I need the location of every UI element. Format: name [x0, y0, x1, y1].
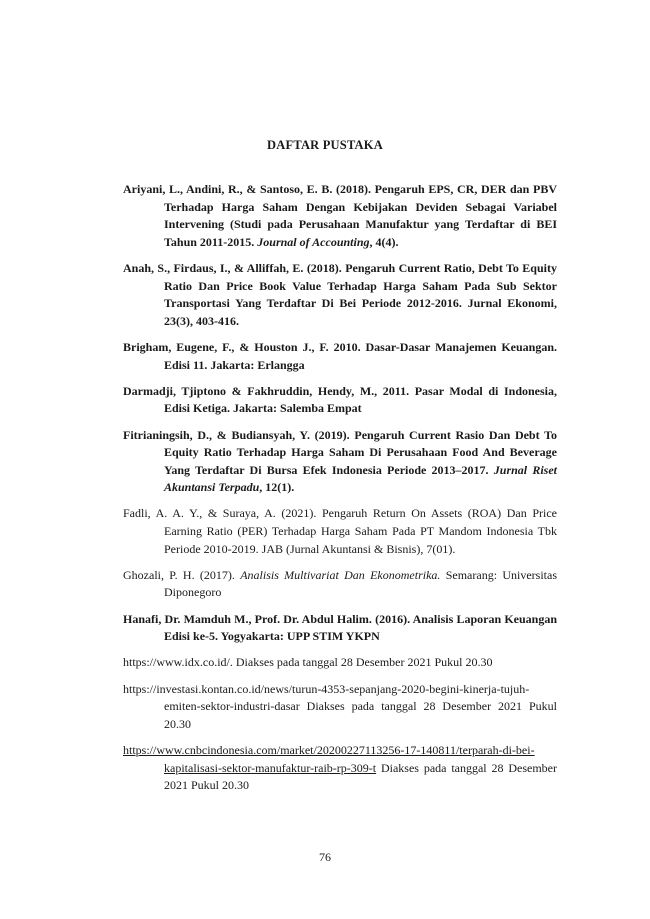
reference-entry: [123, 505, 557, 558]
reference-entry: [123, 654, 557, 672]
reference-link[interactable]: https://www.cnbcindonesia.com/market/20200227113256-17-140811/terparah-di-bei-kapitalisasi-sektor-manufaktur-raib-rp-309-t: [123, 742, 535, 775]
page-title: DAFTAR PUSTAKA: [267, 138, 383, 152]
reference-entry: [123, 427, 557, 497]
reference-entry: [123, 181, 557, 251]
reference-entry: [123, 383, 557, 418]
reference-entry: [123, 567, 557, 602]
reference-text: Fadli, A. A. Y., & Suraya, A. (2021). Pengaruh Return On Assets (ROA) Dan Price Earning Ratio (PER) Terhadap Harga Saham Pada PT Mandom Indonesia Tbk Periode 2010-2019. JAB (Jurnal Akuntansi & Bisnis), 7(01).: [123, 506, 557, 556]
page-number: 76: [319, 850, 331, 864]
reference-tail: Diakses pada tanggal 28 Desember 2021 Pukul 20.30: [164, 760, 557, 793]
reference-journal: Analisis Multivariat Dan Ekonometrika.: [240, 567, 441, 582]
reference-entry: [123, 260, 557, 330]
reference-text: https://investasi.kontan.co.id/news/turun-4353-sepanjang-2020-begini-kinerja-tujuh-emiten-sektor-industri-dasar Diakses pada tanggal 28 Desember 2021 Pukul 20.30: [123, 681, 557, 731]
reference-journal: Jurnal Riset Akuntansi Terpadu: [164, 462, 557, 495]
reference-entry: [123, 611, 557, 646]
reference-text: Brigham, Eugene, F., & Houston J., F. 2010. Dasar-Dasar Manajemen Keuangan. Edisi 11. Jakarta: Erlangga: [123, 339, 557, 372]
reference-text: Ghozali, P. H. (2017).: [123, 567, 235, 582]
reference-text: Anah, S., Firdaus, I., & Alliffah, E. (2018). Pengaruh Current Ratio, Debt To Equity Ratio Dan Price Book Value Terhadap Harga Saham Pada Sub Sektor Transportasi Yang Terdaftar Di Bei Periode 2012-2016. Jurnal Ekonomi, 23(3), 403-416.: [123, 260, 557, 328]
reference-entry: [123, 681, 557, 734]
reference-tail: , 4(4).: [369, 234, 399, 249]
reference-text: Fitrianingsih, D., & Budiansyah, Y. (2019). Pengaruh Current Rasio Dan Debt To Equity Ratio Terhadap Harga Saham Di Perusahaan Food And Beverage Yang Terdaftar Di Bursa Efek Indonesia Periode 2013–2017.: [123, 427, 557, 477]
reference-text: Darmadji, Tjiptono & Fakhruddin, Hendy, M., 2011. Pasar Modal di Indonesia, Edisi Ketiga. Jakarta: Salemba Empat: [123, 383, 557, 416]
reference-text: Hanafi, Dr. Mamduh M., Prof. Dr. Abdul Halim. (2016). Analisis Laporan Keuangan Edisi ke-5. Yogyakarta: UPP STIM YKPN: [123, 611, 557, 644]
reference-entry: [123, 339, 557, 374]
reference-journal: Journal of Accounting: [257, 234, 370, 249]
reference-list: [123, 181, 557, 803]
reference-entry: [123, 742, 557, 795]
reference-tail: , 12(1).: [259, 480, 295, 495]
reference-tail: Semarang: Universitas Diponegoro: [164, 567, 557, 600]
reference-text: Ariyani, L., Andini, R., & Santoso, E. B. (2018). Pengaruh EPS, CR, DER dan PBV Terhadap Harga Saham Dengan Kebijakan Deviden Sebagai Variabel Intervening (Studi pada Perusahaan Manufaktur yang Terdaftar di BEI Tahun 2011-2015.: [123, 182, 557, 249]
reference-text: https://www.idx.co.id/. Diakses pada tanggal 28 Desember 2021 Pukul 20.30: [123, 655, 493, 670]
